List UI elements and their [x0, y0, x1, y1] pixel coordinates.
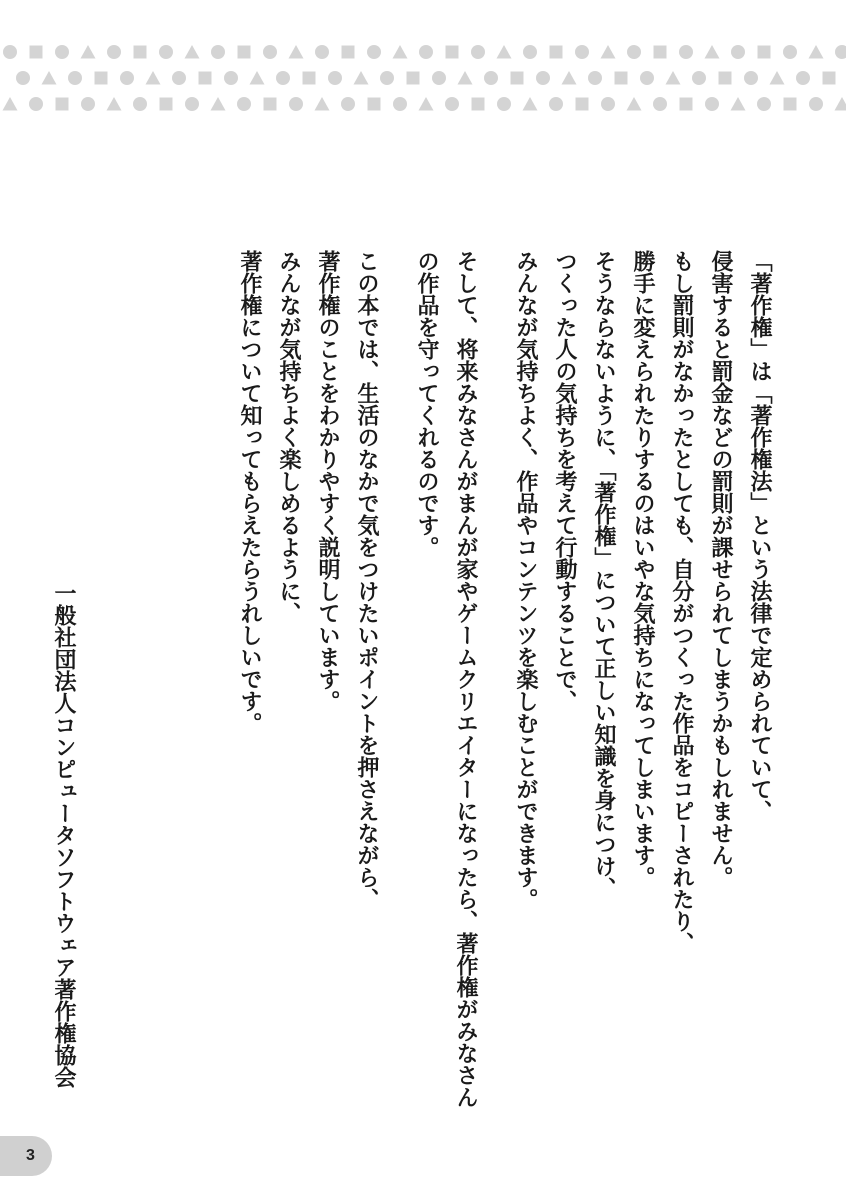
- triangle-icon: [81, 45, 96, 59]
- circle-icon: [575, 45, 589, 59]
- circle-icon: [341, 97, 355, 111]
- square-icon: [407, 72, 420, 85]
- circle-icon: [172, 71, 186, 85]
- circle-icon: [237, 97, 251, 111]
- circle-icon: [107, 45, 121, 59]
- circle-icon: [705, 97, 719, 111]
- text-line: 侵害すると罰金などの罰則が課せられてしまうかもしれません。: [708, 250, 733, 888]
- circle-icon: [133, 97, 147, 111]
- square-icon: [30, 46, 43, 59]
- triangle-icon: [731, 97, 746, 111]
- square-icon: [784, 98, 797, 111]
- circle-icon: [692, 71, 706, 85]
- circle-icon: [744, 71, 758, 85]
- triangle-icon: [666, 71, 681, 85]
- square-icon: [303, 72, 316, 85]
- circle-icon: [497, 97, 511, 111]
- circle-icon: [263, 45, 277, 59]
- circle-icon: [484, 71, 498, 85]
- paragraph-2: [514, 250, 614, 1060]
- circle-icon: [536, 71, 550, 85]
- square-icon: [264, 98, 277, 111]
- triangle-icon: [627, 97, 642, 111]
- circle-icon: [809, 97, 823, 111]
- square-icon: [368, 98, 381, 111]
- text-line: 著作権について知ってもらえたらうれしいです。: [237, 250, 262, 734]
- triangle-icon: [770, 71, 785, 85]
- circle-icon: [315, 45, 329, 59]
- square-icon: [199, 72, 212, 85]
- square-icon: [654, 46, 667, 59]
- circle-icon: [185, 97, 199, 111]
- circle-icon: [289, 97, 303, 111]
- circle-icon: [328, 71, 342, 85]
- triangle-icon: [250, 71, 265, 85]
- circle-icon: [588, 71, 602, 85]
- square-icon: [95, 72, 108, 85]
- circle-icon: [120, 71, 134, 85]
- square-icon: [56, 98, 69, 111]
- square-icon: [238, 46, 251, 59]
- triangle-icon: [393, 45, 408, 59]
- square-icon: [823, 72, 836, 85]
- text-line: みんなが気持ちよく楽しめるように、: [276, 250, 301, 624]
- circle-icon: [419, 45, 433, 59]
- text-line: の作品を守ってくれるのです。: [414, 250, 439, 558]
- body-text: [60, 250, 772, 1108]
- square-icon: [160, 98, 173, 111]
- circle-icon: [731, 45, 745, 59]
- triangle-icon: [315, 97, 330, 111]
- circle-icon: [16, 71, 30, 85]
- circle-icon: [211, 45, 225, 59]
- triangle-icon: [458, 71, 473, 85]
- text-line: 勝手に変えられたりするのはいやな気持ちになってしまいます。: [630, 250, 655, 888]
- circle-icon: [523, 45, 537, 59]
- text-line: そして、将来みなさんがまんが家やゲームクリエイターになったら、著作権がみなさん: [453, 250, 478, 1108]
- circle-icon: [393, 97, 407, 111]
- circle-icon: [81, 97, 95, 111]
- triangle-icon: [354, 71, 369, 85]
- square-icon: [550, 46, 563, 59]
- square-icon: [576, 98, 589, 111]
- square-icon: [446, 46, 459, 59]
- signature: 一般社団法人コンピュータソフトウェア著作権協会: [51, 582, 76, 1088]
- square-icon: [511, 72, 524, 85]
- triangle-icon: [185, 45, 200, 59]
- triangle-icon: [146, 71, 161, 85]
- page-number-tab: [0, 1136, 52, 1176]
- triangle-icon: [601, 45, 616, 59]
- square-icon: [615, 72, 628, 85]
- circle-icon: [783, 45, 797, 59]
- text-line: 「著作権」は「著作権法」という法律で定められていて、: [747, 250, 772, 822]
- triangle-icon: [705, 45, 720, 59]
- text-line: この本では、生活のなかで気をつけたいポイントを押さえながら、: [354, 250, 379, 910]
- triangle-icon: [523, 97, 538, 111]
- circle-icon: [68, 71, 82, 85]
- circle-icon: [835, 45, 846, 59]
- page-number: 3: [26, 1147, 35, 1164]
- circle-icon: [627, 45, 641, 59]
- circle-icon: [29, 97, 43, 111]
- paragraph-1: [631, 250, 770, 1060]
- square-icon: [472, 98, 485, 111]
- square-icon: [758, 46, 771, 59]
- triangle-icon: [809, 45, 824, 59]
- square-icon: [342, 46, 355, 59]
- circle-icon: [601, 97, 615, 111]
- triangle-icon: [289, 45, 304, 59]
- circle-icon: [432, 71, 446, 85]
- circle-icon: [224, 71, 238, 85]
- circle-icon: [380, 71, 394, 85]
- triangle-icon: [3, 97, 18, 111]
- circle-icon: [653, 97, 667, 111]
- circle-icon: [367, 45, 381, 59]
- circle-icon: [796, 71, 810, 85]
- circle-icon: [679, 45, 693, 59]
- paragraph-3: [414, 250, 478, 1108]
- circle-icon: [3, 45, 17, 59]
- triangle-icon: [562, 71, 577, 85]
- square-icon: [719, 72, 732, 85]
- circle-icon: [757, 97, 771, 111]
- text-line: みんなが気持ちよく、作品やコンテンツを楽しむことができます。: [513, 250, 538, 910]
- circle-icon: [445, 97, 459, 111]
- triangle-icon: [42, 71, 57, 85]
- square-icon: [680, 98, 693, 111]
- triangle-icon: [419, 97, 434, 111]
- circle-icon: [640, 71, 654, 85]
- triangle-icon: [497, 45, 512, 59]
- text-line: そうならないように、「著作権」について正しい知識を身につけ、: [591, 250, 616, 899]
- text-line: つくった人の気持ちを考えて行動することで、: [552, 250, 577, 712]
- decorative-shape-pattern: [0, 0, 846, 130]
- paragraph-4: [238, 250, 377, 1060]
- square-icon: [134, 46, 147, 59]
- triangle-icon: [211, 97, 226, 111]
- circle-icon: [276, 71, 290, 85]
- triangle-icon: [107, 97, 122, 111]
- circle-icon: [549, 97, 563, 111]
- circle-icon: [159, 45, 173, 59]
- text-line: 著作権のことをわかりやすく説明しています。: [315, 250, 340, 712]
- circle-icon: [55, 45, 69, 59]
- text-line: もし罰則がなかったとしても、自分がつくった作品をコピーされたり、: [669, 250, 694, 954]
- circle-icon: [471, 45, 485, 59]
- triangle-icon: [835, 97, 846, 111]
